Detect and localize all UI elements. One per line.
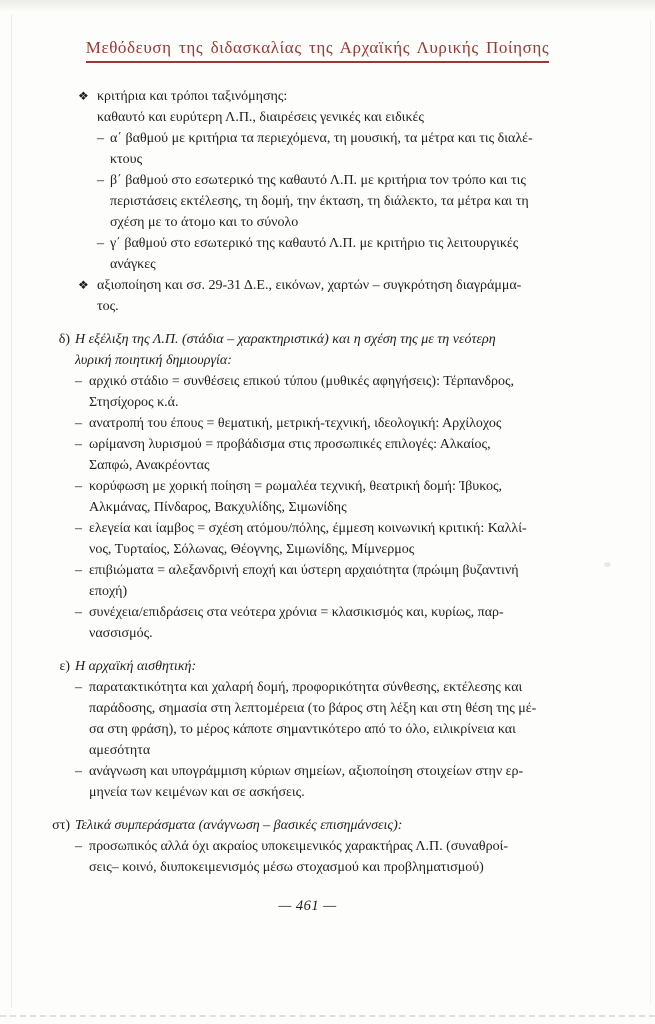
line-text: Αλκμάνας, Πίνδαρος, Βακχυλίδης, Σιμωνίδης (89, 500, 347, 515)
list-line (46, 677, 625, 698)
list-line (46, 782, 625, 803)
page-content (46, 86, 625, 878)
line-text: Σαπφώ, Ανακρέοντας (89, 458, 210, 473)
section-label: ε) (59, 659, 70, 674)
line-text: ελεγεία και ίαμβος = σχέση ατόμου/πόλης, έμμεση κοινωνική κριτική: Καλλί- (89, 521, 527, 536)
bullet-line (78, 275, 625, 296)
bullet-block (78, 86, 625, 317)
list-line (46, 719, 625, 740)
line-text: ανάγκες (110, 257, 156, 272)
section-heading-line (46, 656, 625, 677)
section-label: δ) (58, 332, 70, 347)
line-text: νασσισμός. (89, 626, 153, 641)
line-text: εποχή) (89, 584, 128, 599)
list-line (46, 455, 625, 476)
line-text: νος, Τυρταίος, Σόλωνας, Θέογνης, Σιμωνίδης, Μίμνερμος (89, 542, 415, 557)
line-text: γ΄ βαθμού στο εσωτερικό της καθαυτό Λ.Π. με κριτήριο τις λειτουργικές (110, 236, 519, 251)
list-line (46, 371, 625, 392)
dash-marker: – (75, 605, 82, 620)
diamond-bullet-icon: ❖ (78, 278, 89, 292)
list-line (78, 233, 625, 254)
dash-marker: – (75, 680, 82, 695)
list-line (46, 434, 625, 455)
line-text: αμεσότητα (89, 743, 151, 758)
dash-marker: – (97, 131, 104, 146)
list-line (78, 170, 625, 191)
list-line (46, 857, 625, 878)
dash-marker: – (97, 173, 104, 188)
section-heading-text: Η αρχαϊκή αισθητική: (75, 659, 197, 674)
list-line (46, 761, 625, 782)
line-text: ανατροπή του έπους = θεματική, μετρική-τεχνική, ιδεολογική: Αρχίλοχος (89, 416, 502, 431)
title-area (38, 38, 597, 63)
section-heading-line (46, 815, 625, 836)
dash-marker: – (75, 563, 82, 578)
line-text: κτους (110, 152, 143, 167)
section-block (46, 656, 625, 803)
line-text: κριτήρια και τρόποι ταξινόμησης: (97, 89, 288, 104)
list-line (78, 212, 625, 233)
list-line (78, 107, 625, 128)
list-line (46, 836, 625, 857)
list-line (46, 392, 625, 413)
list-line (46, 497, 625, 518)
list-line (78, 254, 625, 275)
list-line (78, 149, 625, 170)
dash-marker: – (97, 236, 104, 251)
scan-edge-right (650, 20, 651, 1004)
bullet-line (78, 86, 625, 107)
page-title: Μεθόδευση της διδασκαλίας της Αρχαϊκής Λυρικής Ποίησης (86, 38, 550, 63)
section-heading-text: Η εξέλιξη της Λ.Π. (στάδια – χαρακτηριστικά) και η σχέση της με τη νεότερη (75, 332, 496, 347)
dash-marker: – (75, 416, 82, 431)
scan-edge-bottom (0, 1015, 655, 1017)
list-line (46, 740, 625, 761)
page-number: — 461 — (278, 898, 337, 914)
line-text: μηνεία των κειμένων και σε ασκήσεις. (89, 785, 305, 800)
section-heading-text: Τελικά συμπεράσματα (ανάγνωση – βασικές επισημάνσεις): (75, 818, 403, 833)
line-text: αρχικό στάδιο = συνθέσεις επικού τύπου (μυθικές αφηγήσεις): Τέρπανδρος, (89, 374, 515, 389)
line-text: Στησίχορος κ.ά. (89, 395, 179, 410)
dash-marker: – (75, 521, 82, 536)
line-text: α΄ βαθμού με κριτήρια τα περιεχόμενα, τη μουσική, τα μέτρα και τις διαλέ- (110, 131, 533, 146)
line-text: επιβιώματα = αλεξανδρινή εποχή και ύστερη αρχαιότητα (πρώιμη βυζαντινή (89, 563, 519, 578)
list-line (46, 476, 625, 497)
section-heading-text: λυρική ποιητική δημιουργία: (75, 353, 232, 368)
line-text: αξιοποίηση και σσ. 29-31 Δ.Ε., εικόνων, χαρτών – συγκρότηση διαγράμμα- (97, 278, 522, 293)
scan-edge-top (0, 0, 655, 12)
section-heading-line (46, 329, 625, 350)
line-text: κορύφωση με χορική ποίηση = ρωμαλέα τεχνική, θεατρική δομή: Ίβυκος, (89, 479, 502, 494)
list-line (46, 698, 625, 719)
dash-marker: – (75, 437, 82, 452)
dash-marker: – (75, 839, 82, 854)
line-text: σεις– κοινό, διυποκειμενισμός μέσω στοχασμού και προβληματισμού) (89, 860, 484, 875)
line-text: β΄ βαθμού στο εσωτερικό της καθαυτό Λ.Π. με κριτήρια τον τρόπο και τις (110, 173, 526, 188)
list-line (46, 602, 625, 623)
line-text: τος. (97, 299, 119, 314)
list-line (78, 296, 625, 317)
line-text: παρατακτικότητα και χαλαρή δομή, προφορικότητα σύνθεσης, εκτέλεσης και (89, 680, 523, 695)
line-text: σα στη φράση), το μέρος κάποτε σημαντικότερο από το όλο, ειλικρίνεια και (89, 722, 516, 737)
line-text: προσωπικός αλλά όχι ακραίος υποκειμενικός χαρακτήρας Λ.Π. (συναθροί- (89, 839, 509, 854)
line-text: συνέχεια/επιδράσεις στα νεότερα χρόνια = κλασικισμός και, κυρίως, παρ- (89, 605, 504, 620)
list-line (46, 581, 625, 602)
line-text: ωρίμανση λυρισμού = προβάδισμα στις προσωπικές επιλογές: Αλκαίος, (89, 437, 491, 452)
line-text: παράδοσης, σημασία στη λεπτομέρεια (το βάρος στη λέξη και στη θέση της μέ- (89, 701, 537, 716)
list-line (46, 623, 625, 644)
line-text: ανάγνωση και υπογράμμιση κύριων σημείων, αξιοποίηση στοιχείων στην ερ- (89, 764, 524, 779)
line-text: καθαυτό και ευρύτερη Λ.Π., διαιρέσεις γενικές και ειδικές (97, 110, 424, 125)
list-line (46, 539, 625, 560)
line-text: περιστάσεις εκτέλεσης, τη δομή, την έκταση, τη διάλεκτο, τα μέτρα και τη (110, 194, 529, 209)
list-line (46, 413, 625, 434)
list-line (46, 518, 625, 539)
section-block (46, 815, 625, 878)
section-block (46, 329, 625, 644)
scan-edge-left (11, 14, 12, 1008)
list-line (78, 191, 625, 212)
section-heading-line (46, 350, 625, 371)
diamond-bullet-icon: ❖ (78, 89, 89, 103)
dash-marker: – (75, 764, 82, 779)
dash-marker: – (75, 374, 82, 389)
dash-marker: – (75, 479, 82, 494)
line-text: σχέση με το άτομο και το σύνολο (110, 215, 299, 230)
list-line (46, 560, 625, 581)
list-line (78, 128, 625, 149)
section-label: στ) (52, 818, 70, 833)
